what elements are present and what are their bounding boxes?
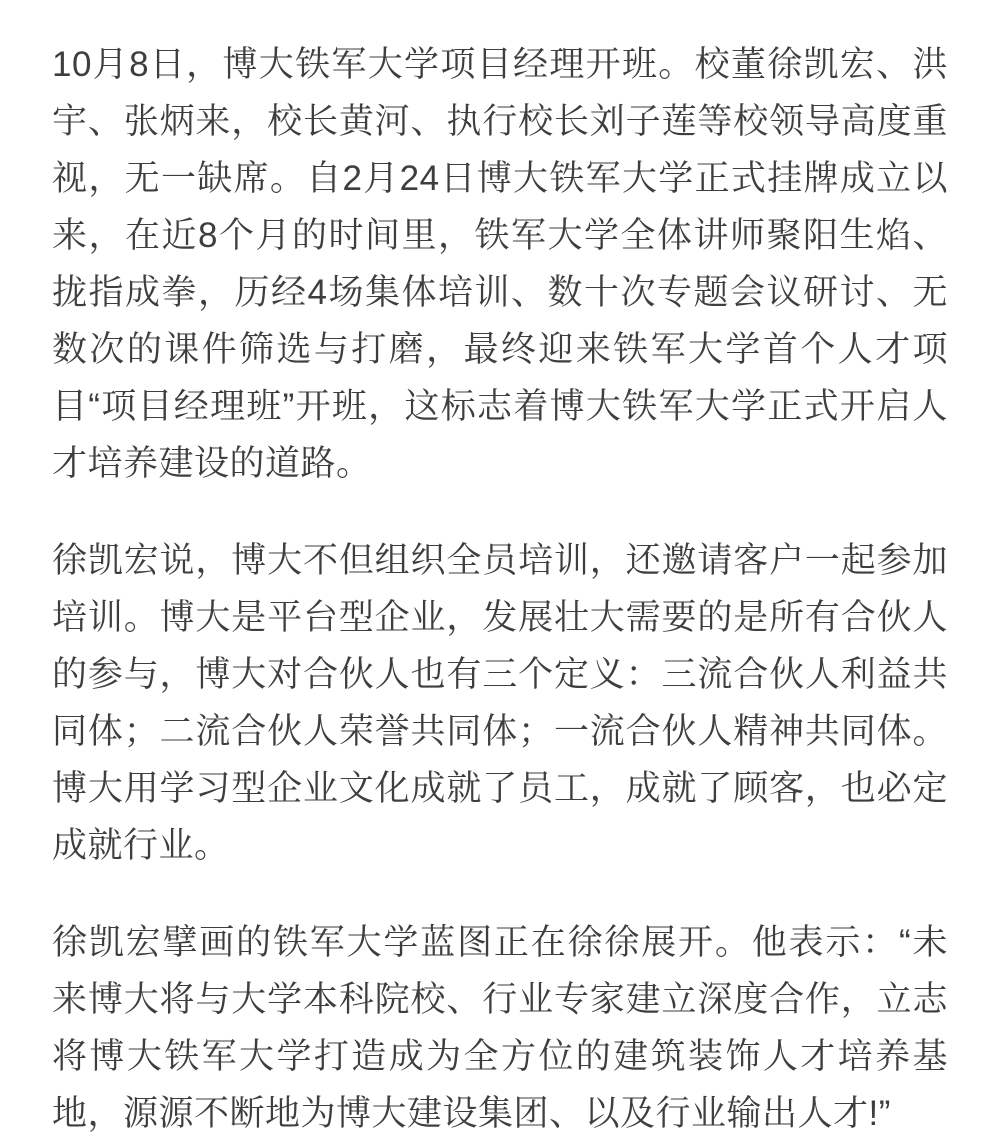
paragraph-1: 10月8日，博大铁军大学项目经理开班。校董徐凯宏、洪宇、张炳来，校长黄河、执行校长刘子莲等校领导高度重视，无一缺席。自2月24日博大铁军大学正式挂牌成立以来，在近8个月的时间里，铁军大学全体讲师聚阳生焰、拢指成拳，历经4场集体培训、数十次专题会议研讨、无数次的课件筛选与打磨，最终迎来铁军大学首个人才项目“项目经理班”开班，这标志着博大铁军大学正式开启人才培养建设的道路。: [52, 45, 948, 483]
paragraph-2: 徐凯宏说，博大不但组织全员培训，还邀请客户一起参加培训。博大是平台型企业，发展壮大需要的是所有合伙人的参与，博大对合伙人也有三个定义：三流合伙人利益共同体；二流合伙人荣誉共同体；一流合伙人精神共同体。博大用学习型企业文化成就了员工，成就了顾客，也必定成就行业。: [52, 541, 948, 865]
paragraph-3: 徐凯宏擘画的铁军大学蓝图正在徐徐展开。他表示：“未来博大将与大学本科院校、行业专家建立深度合作，立志将博大铁军大学打造成为全方位的建筑装饰人才培养基地，源源不断地为博大建设集团、以及行业输出人才!”: [52, 923, 948, 1133]
article-body: [52, 36, 948, 1142]
